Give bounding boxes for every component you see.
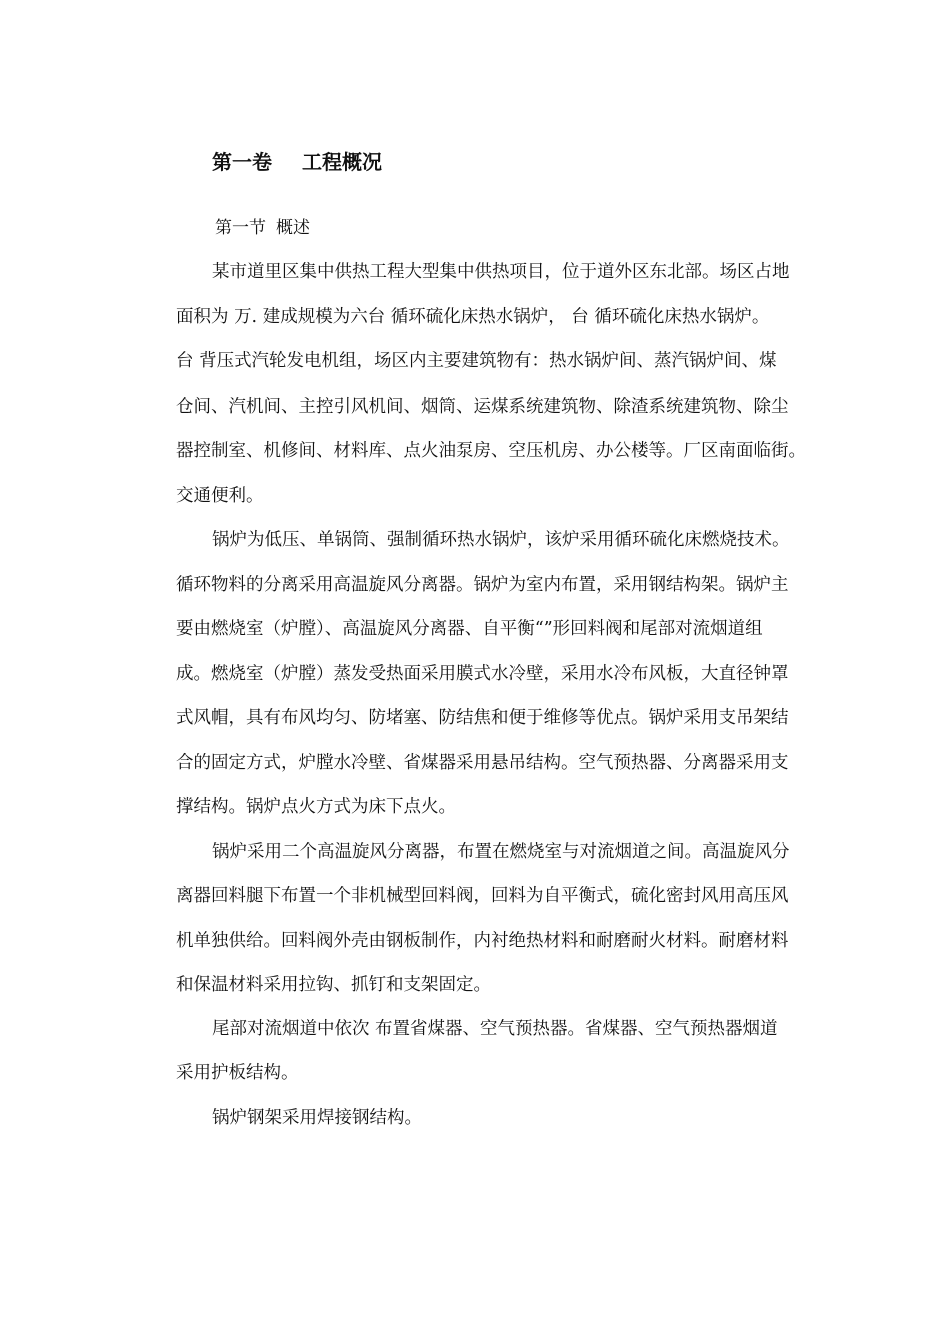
paragraph-line: 尾部对流烟道中依次 布置省煤器、空气预热器。省煤器、空气预热器烟道 [212,1019,778,1039]
section-number: 第一节 [215,218,266,238]
paragraph-line: 式风帽，具有布风均匀、防堵塞、防结焦和便于维修等优点。锅炉采用支吊架结 [176,708,789,728]
paragraph-line: 锅炉为低压、单锅筒、强制循环热水锅炉，该炉采用循环硫化床燃烧技术。 [212,530,790,550]
paragraph-line: 和保温材料采用拉钩、抓钉和支架固定。 [176,975,491,995]
paragraph-line: 锅炉采用二个高温旋风分离器，布置在燃烧室与对流烟道之间。高温旋风分 [212,842,790,862]
paragraph-line: 面积为 万. 建成规模为六台 循环硫化床热水锅炉， 台 循环硫化床热水锅炉。 [176,307,770,327]
paragraph-line: 锅炉钢架采用焊接钢结构。 [212,1108,422,1128]
paragraph-line: 仓间、汽机间、主控引风机间、烟筒、运煤系统建筑物、除渣系统建筑物、除尘 [176,397,789,417]
paragraph-line: 机单独供给。回料阀外壳由钢板制作，内衬绝热材料和耐磨耐火材料。耐磨材料 [176,931,789,951]
paragraph-line: 循环物料的分离采用高温旋风分离器。锅炉为室内布置，采用钢结构架。锅炉主 [176,575,789,595]
paragraph-line: 器控制室、机修间、材料库、点火油泵房、空压机房、办公楼等。厂区南面临街。 [176,441,806,461]
paragraph-line: 要由燃烧室（炉膛）、高温旋风分离器、自平衡“”形回料阀和尾部对流烟道组 [176,619,763,639]
paragraph-line: 交通便利。 [176,486,264,506]
paragraph-line: 合的固定方式，炉膛水冷壁、省煤器采用悬吊结构。空气预热器、分离器采用支 [176,753,789,773]
chapter-heading [212,146,382,178]
section-heading [215,214,310,242]
paragraph-line: 台 背压式汽轮发电机组，场区内主要建筑物有：热水锅炉间、蒸汽锅炉间、煤 [176,351,777,371]
paragraph-line: 离器回料腿下布置一个非机械型回料阀，回料为自平衡式，硫化密封风用高压风 [176,886,789,906]
chapter-number: 第一卷 [212,150,272,174]
paragraph-line: 撑结构。锅炉点火方式为床下点火。 [176,797,456,817]
paragraph-line: 某市道里区集中供热工程大型集中供热项目，位于道外区东北部。场区占地 [212,262,790,282]
paragraph-line: 成。燃烧室（炉膛）蒸发受热面采用膜式水冷壁，采用水冷布风板，大直径钟罩 [176,664,789,684]
section-title: 概述 [276,218,310,238]
paragraph-line: 采用护板结构。 [176,1063,299,1083]
chapter-title: 工程概况 [302,150,382,174]
